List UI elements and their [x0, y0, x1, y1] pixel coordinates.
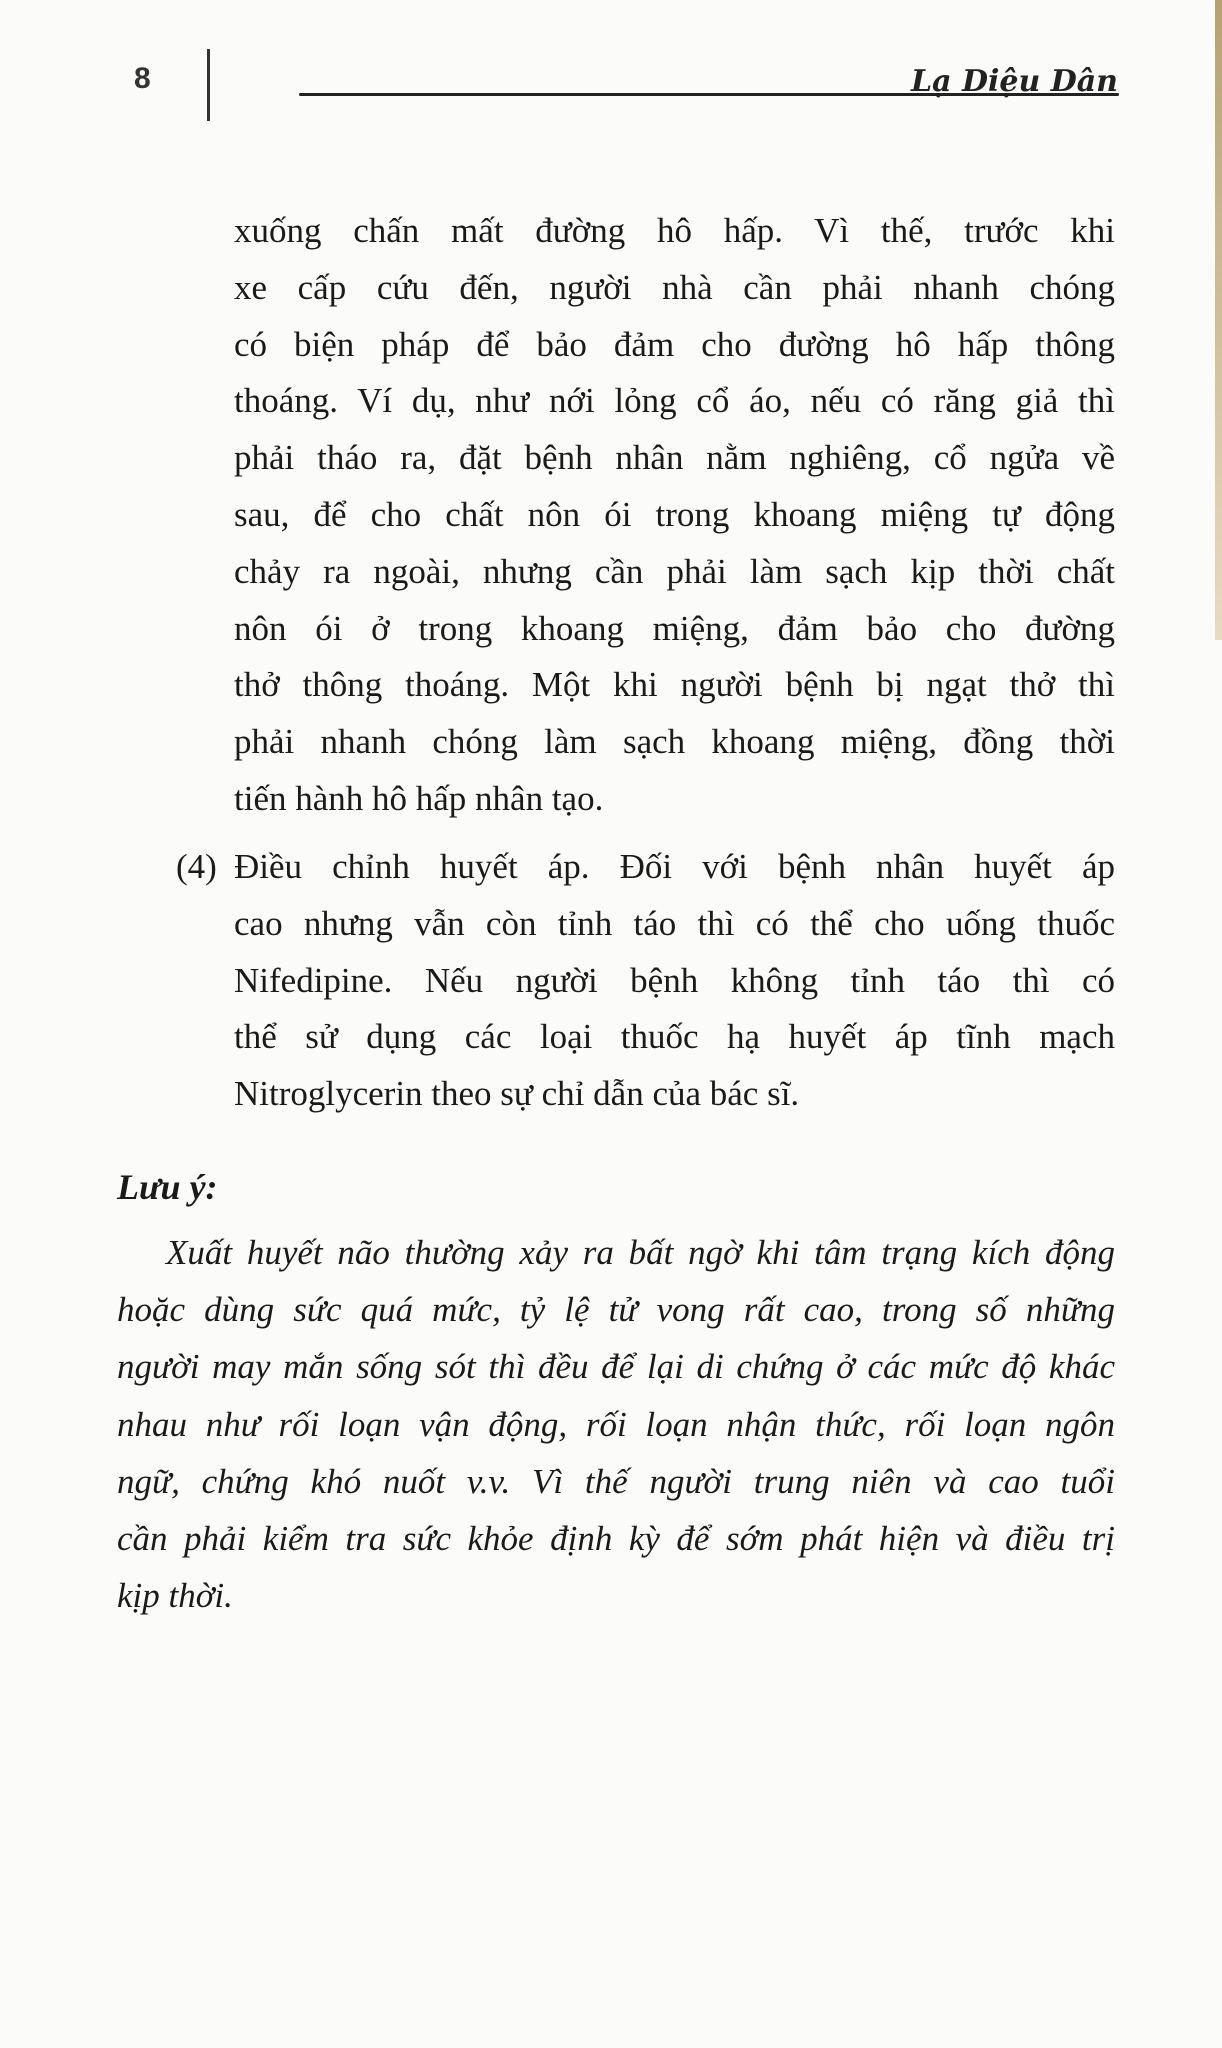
text-line: chảy ra ngoài, nhưng cần phải làm sạch kịp thời chất	[234, 551, 1115, 591]
text-line: tiến hành hô hấp nhân tạo.	[234, 779, 604, 818]
text-line: Xuất huyết não thường xảy ra bất ngờ khi tâm trạng kích động	[166, 1233, 1115, 1272]
text-line: nhau như rối loạn vận động, rối loạn nhận thức, rối loạn ngôn	[117, 1404, 1115, 1444]
text-line: Nifedipine. Nếu người bệnh không tỉnh táo thì có	[234, 960, 1115, 1000]
text-line: thể sử dụng các loại thuốc hạ huyết áp tĩnh mạch	[234, 1017, 1115, 1057]
text-line: Nitroglycerin theo sự chỉ dẫn của bác sĩ.	[234, 1074, 800, 1114]
page-edge	[1215, 0, 1222, 640]
running-title: Lạ Diệu Dân	[911, 64, 1118, 99]
page-number: 8	[134, 62, 151, 95]
text-line: cao nhưng vẫn còn tỉnh táo thì có thể cho uống thuốc	[234, 903, 1115, 943]
text-line: có biện pháp để bảo đảm cho đường hô hấp thông	[234, 324, 1115, 364]
text-line: phải nhanh chóng làm sạch khoang miệng, đồng thời	[234, 722, 1115, 762]
text-line: xuống chấn mất đường hô hấp. Vì thế, trước khi	[234, 211, 1115, 250]
note-title: Lưu ý:	[117, 1167, 218, 1207]
text-line: phải tháo ra, đặt bệnh nhân nằm nghiêng, cổ ngửa về	[234, 438, 1115, 478]
text-line: nôn ói ở trong khoang miệng, đảm bảo cho đường	[234, 608, 1115, 648]
text-line: thoáng. Ví dụ, như nới lỏng cổ áo, nếu có răng giả thì	[234, 381, 1115, 421]
item-number: (4)	[176, 847, 217, 886]
text-line: kịp thời.	[117, 1576, 233, 1616]
text-line: ngữ, chứng khó nuốt v.v. Vì thế người trung niên và cao tuổi	[117, 1461, 1115, 1501]
header-divider-vertical	[207, 49, 210, 121]
text-line: Điều chỉnh huyết áp. Đối với bệnh nhân huyết áp	[234, 847, 1115, 886]
text-line: sau, để cho chất nôn ói trong khoang miệng tự động	[234, 495, 1115, 534]
text-line: xe cấp cứu đến, người nhà cần phải nhanh chóng	[234, 267, 1115, 307]
text-line: người may mắn sống sót thì đều để lại di chứng ở các mức độ khác	[117, 1347, 1115, 1387]
text-line: hoặc dùng sức quá mức, tỷ lệ tử vong rất cao, trong số những	[117, 1290, 1115, 1330]
text-line: cần phải kiểm tra sức khỏe định kỳ để sớm phát hiện và điều trị	[117, 1519, 1115, 1558]
text-line: thở thông thoáng. Một khi người bệnh bị ngạt thở thì	[234, 665, 1115, 705]
